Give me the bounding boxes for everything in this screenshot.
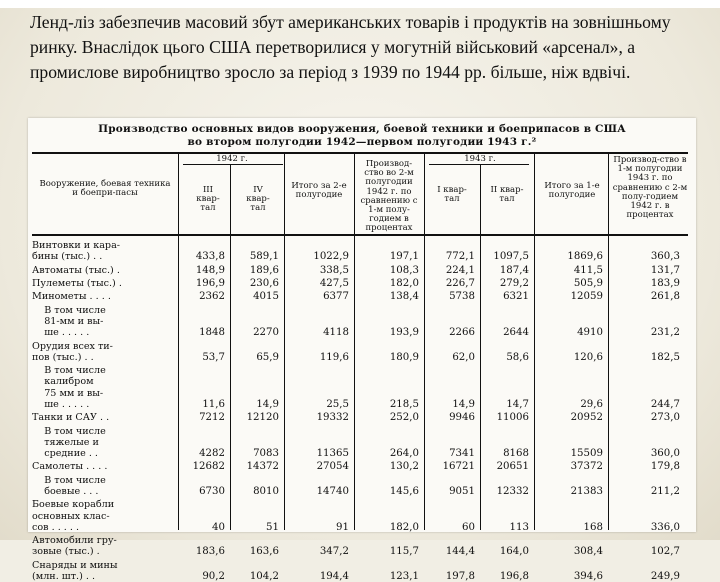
table-cell: 193,9 [389, 327, 419, 339]
table-cell: 505,9 [573, 278, 603, 289]
table-cell: 65,9 [256, 351, 279, 363]
table-cell: 7212 [199, 412, 225, 424]
table-cell: 138,4 [389, 291, 419, 303]
table-cell: 427,5 [319, 278, 349, 289]
table-cell: 12682 [192, 461, 225, 473]
table-cell: 14740 [316, 486, 349, 497]
top-border [0, 0, 720, 8]
table-cell: 1869,6 [567, 251, 603, 263]
table-cell: 179,8 [650, 461, 680, 473]
table-cell: 433,8 [195, 251, 225, 263]
row-label: В том числе тяжелые и средние . . [44, 425, 106, 459]
table-cell: 336,0 [650, 521, 680, 533]
table-cell: 8168 [503, 448, 529, 459]
table-caption-line2: во втором полугодии 1942—первом полугодии 1943 г.² [187, 136, 537, 148]
header-ratio-h2-1942: Производ-ство во 2-м полугодии 1942 г. по сравнению с 1-м полу-годием в процентах [360, 159, 418, 234]
row-label: Орудия всех ти- пов (тыс.) . . [32, 340, 113, 363]
table-cell: 9946 [449, 412, 475, 424]
row-label: Самолеты . . . . [32, 461, 108, 473]
table-cell: 211,2 [650, 486, 680, 497]
row-label: В том числе 81-мм и вы- ше . . . . . [44, 304, 106, 339]
header-bottom-rule [32, 234, 688, 236]
row-label: Винтовки и кара- бины (тыс.) . . [32, 240, 121, 263]
header-top-rule [32, 152, 688, 154]
table-cell: 347,2 [319, 546, 349, 558]
production-table-scan [28, 118, 696, 582]
table-cell: 102,7 [650, 546, 680, 558]
table-cell: 123,1 [389, 571, 419, 582]
table-cell: 2266 [449, 327, 475, 339]
table-cell: 6321 [503, 291, 529, 303]
col-sep [480, 164, 481, 530]
col-sep [284, 154, 285, 530]
table-cell: 6377 [323, 291, 349, 303]
table-cell: 58,6 [506, 351, 529, 363]
table-cell: 25,5 [326, 398, 349, 410]
table-cell: 21383 [570, 486, 603, 497]
table-cell: 7341 [449, 448, 475, 459]
table-cell: 12120 [246, 412, 279, 424]
header-q1-1943: I квар-тал [437, 185, 467, 205]
table-cell: 91 [336, 521, 349, 533]
table-cell: 308,4 [573, 546, 603, 558]
row-label: Автомобили гру- зовые (тыс.) . [32, 535, 117, 558]
table-cell: 194,4 [319, 571, 349, 582]
header-q4-1942: IV квар-тал [246, 185, 270, 214]
intro-paragraph: Ленд-ліз забезпечив масовий збут американських товарів і продуктів на зовнішньому ринку. Внаслідок цього США перетворилися у могутній військовий «арсенал», а промислове виробництво зросло за період з 1939 по 1944 рр. більше, ніж вдвічі. [30, 12, 671, 82]
table-cell: 338,5 [319, 264, 349, 276]
table-cell: 772,1 [445, 251, 475, 263]
table-cell: 273,0 [650, 412, 680, 424]
table-cell: 1848 [199, 327, 225, 339]
table-cell: 164,0 [499, 546, 529, 558]
table-cell: 11365 [316, 448, 349, 459]
table-cell: 1022,9 [313, 251, 349, 263]
row-label: Минометы . . . . [32, 291, 111, 303]
table-cell: 183,9 [650, 278, 680, 289]
table-caption-line1: Производство основных видов вооружения, боевой техники и боеприпасов в США [98, 123, 626, 135]
table-cell: 119,6 [319, 351, 349, 363]
header-total-h2-1942: Итого за 2-е полугодие [291, 181, 347, 201]
table-cell: 252,0 [389, 412, 419, 424]
col-sep [178, 154, 179, 530]
table-cell: 104,2 [249, 571, 279, 582]
table-cell: 261,8 [650, 291, 680, 303]
table-cell: 589,1 [249, 251, 279, 263]
table-cell: 231,2 [650, 327, 680, 339]
table-cell: 180,9 [389, 351, 419, 363]
table-cell: 2362 [199, 291, 225, 303]
table-cell: 12059 [570, 291, 603, 303]
table-cell: 16721 [442, 461, 475, 473]
table-cell: 183,6 [195, 546, 225, 558]
col-sep [354, 154, 355, 530]
table-cell: 7083 [253, 448, 279, 459]
header-q2-1943: II квар-тал [490, 185, 524, 205]
table-cell: 14,9 [452, 398, 475, 410]
col-sep [534, 154, 535, 530]
row-label: Боевые корабли основных клас- сов . . . . . [32, 499, 115, 533]
table-cell: 1097,5 [493, 251, 529, 263]
table-cell: 187,4 [499, 264, 529, 276]
table-cell: 197,8 [445, 571, 475, 582]
table-cell: 6730 [199, 486, 225, 497]
table-cell: 53,7 [202, 351, 225, 363]
table-cell: 182,0 [389, 278, 419, 289]
col-sep [424, 154, 425, 530]
table-cell: 51 [266, 521, 279, 533]
table-cell: 145,6 [389, 486, 419, 497]
table-cell: 148,9 [195, 264, 225, 276]
table-cell: 249,9 [650, 571, 680, 582]
header-1942: 1942 г. [216, 154, 248, 164]
table-cell: 20952 [570, 412, 603, 424]
table-cell: 11006 [496, 412, 529, 424]
table-cell: 394,6 [573, 571, 603, 582]
row-label: Снаряды и мины (млн. шт.) . . [32, 559, 118, 582]
table-cell: 130,2 [389, 461, 419, 473]
table-cell: 5738 [449, 291, 475, 303]
table-cell: 120,6 [573, 351, 603, 363]
table-cell: 108,3 [389, 264, 419, 276]
col-sep [230, 164, 231, 530]
table-cell: 182,5 [650, 351, 680, 363]
row-label: Автоматы (тыс.) . [32, 264, 120, 276]
table-cell: 168 [583, 521, 603, 533]
table-cell: 20651 [496, 461, 529, 473]
table-cell: 14,9 [256, 398, 279, 410]
table-cell: 360,3 [650, 251, 680, 263]
table-cell: 144,4 [445, 546, 475, 558]
table-cell: 40 [212, 521, 225, 533]
table-cell: 279,2 [499, 278, 529, 289]
table-cell: 115,7 [389, 546, 419, 558]
table-cell: 189,6 [249, 264, 279, 276]
table-cell: 230,6 [249, 278, 279, 289]
table-cell: 163,6 [249, 546, 279, 558]
table-cell: 244,7 [650, 398, 680, 410]
table-cell: 9051 [449, 486, 475, 497]
header-q3-1942: III квар-тал [196, 185, 220, 214]
header-ratio-h1-1943: Производ-ство в 1-м полугодии 1943 г. по сравнению с 2-м полу-годием 1942 г. в процентах [612, 155, 688, 221]
table-cell: 218,5 [389, 398, 419, 410]
table-cell: 360,0 [650, 448, 680, 459]
table-cell: 196,8 [499, 571, 529, 582]
table-cell: 4910 [577, 327, 603, 339]
row-label: В том числе боевые . . . [44, 474, 106, 497]
col-sep [608, 154, 609, 530]
table-cell: 90,2 [202, 571, 225, 582]
table-cell: 4015 [253, 291, 279, 303]
row-label: В том числе калибром 75 мм и вы- ше . . . . . [44, 365, 106, 410]
table-cell: 411,5 [573, 264, 603, 276]
table-cell: 196,9 [195, 278, 225, 289]
header-item: Вооружение, боевая техника и боепри-пасы [39, 179, 171, 199]
table-cell: 4282 [199, 448, 225, 459]
table-cell: 131,7 [650, 264, 680, 276]
table-cell: 60 [462, 521, 475, 533]
table-cell: 29,6 [580, 398, 603, 410]
table-cell: 37372 [570, 461, 603, 473]
row-label: Танки и САУ . . [32, 412, 110, 424]
table-cell: 113 [509, 521, 529, 533]
table-cell: 182,0 [389, 521, 419, 533]
table-cell: 2644 [503, 327, 529, 339]
table-cell: 62,0 [452, 351, 475, 363]
header-total-h1-1943: Итого за 1-е полугодие [544, 181, 600, 201]
row-label: Пулеметы (тыс.) . [32, 278, 122, 289]
table-cell: 264,0 [389, 448, 419, 459]
table-cell: 226,7 [445, 278, 475, 289]
table-cell: 8010 [253, 486, 279, 497]
table-cell: 4118 [323, 327, 349, 339]
header-1943: 1943 г. [464, 154, 496, 164]
table-cell: 2270 [253, 327, 279, 339]
table-cell: 14,7 [506, 398, 529, 410]
table-cell: 224,1 [445, 264, 475, 276]
table-cell: 197,1 [389, 251, 419, 263]
table-cell: 27054 [316, 461, 349, 473]
table-cell: 12332 [496, 486, 529, 497]
table-cell: 15509 [570, 448, 603, 459]
table-cell: 19332 [316, 412, 349, 424]
table-cell: 14372 [246, 461, 279, 473]
table-caption [36, 123, 688, 149]
table-cell: 11,6 [202, 398, 225, 410]
